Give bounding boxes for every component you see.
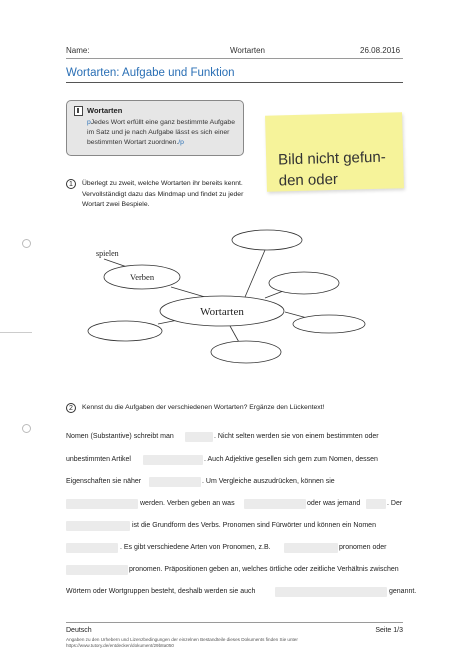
cloze-text-12: pronomen oder bbox=[339, 544, 387, 551]
cloze-text-8: oder was jemand bbox=[307, 500, 361, 507]
cloze-blank[interactable] bbox=[149, 477, 201, 487]
image-placeholder-text: Bild nicht gefun- den oder bbox=[277, 148, 386, 190]
info-box bbox=[66, 100, 244, 156]
cloze-blank[interactable] bbox=[275, 587, 387, 597]
cloze-text-5: Eigenschaften sie näher bbox=[66, 478, 142, 485]
cloze-text-11: . Es gibt verschiedene Arten von Pronomen, z.B. bbox=[120, 544, 271, 551]
cloze-blank[interactable] bbox=[66, 543, 118, 553]
header-divider bbox=[66, 58, 403, 59]
cloze-text-9: . Der bbox=[387, 500, 403, 507]
mindmap-connector bbox=[245, 250, 265, 297]
header-date: 26.08.2016 bbox=[360, 46, 401, 55]
footer-divider bbox=[66, 622, 403, 623]
info-box-heading: Wortarten bbox=[87, 106, 123, 115]
punch-hole-bottom bbox=[22, 424, 31, 433]
header-name-label: Name: bbox=[66, 46, 90, 55]
cloze-text-14: Wörtern oder Wortgruppen besteht, deshalb werden sie auch bbox=[66, 588, 256, 595]
cloze-text-7: werden. Verben geben an was bbox=[140, 500, 235, 507]
tag-close: /p bbox=[178, 139, 184, 146]
cloze-text-6: . Um Vergleiche auszudrücken, können sie bbox=[202, 478, 335, 485]
cloze-blank[interactable] bbox=[244, 499, 306, 509]
task-1-text: Überlegt zu zweit, welche Wortarten ihr bereits kennt. Vervollständigt dazu das Mindmap und findet zu jeder Wortart zwei Bespiele. bbox=[82, 180, 244, 208]
image-placeholder-note bbox=[265, 112, 404, 192]
cloze-text-3: unbestimmten Artikel bbox=[66, 456, 131, 463]
mindmap-empty-bubble[interactable] bbox=[211, 341, 281, 363]
punch-hole-top bbox=[22, 239, 31, 248]
footer-url[interactable]: https://www.tutory.de/entdecken/dokument/29b8a050 bbox=[66, 643, 174, 648]
fold-mark bbox=[0, 332, 32, 333]
cloze-text-4: . Auch Adjektive gesellen sich gern zum Nomen, dessen bbox=[204, 456, 378, 463]
header-topic: Wortarten bbox=[230, 46, 265, 55]
task-2-number: 2 bbox=[66, 403, 76, 413]
footer-license: Angaben zu den Urhebern und Lizenzbedingungen der einzelnen Bestandteile dieses Dokuments finden Sie unter bbox=[66, 637, 298, 642]
footer-page: Seite 1/3 bbox=[375, 627, 403, 634]
cloze-blank[interactable] bbox=[66, 521, 130, 531]
cloze-blank[interactable] bbox=[185, 432, 213, 442]
cloze-text-2: . Nicht selten werden sie von einem bestimmten oder bbox=[214, 433, 379, 440]
mindmap bbox=[60, 222, 410, 372]
cloze-text-13: pronomen. Präpositionen geben an, welches örtliche oder zeitliche Verhältnis zwischen bbox=[129, 566, 399, 573]
mindmap-empty-bubble[interactable] bbox=[232, 230, 302, 250]
cloze-text-1: Nomen (Substantive) schreibt man bbox=[66, 433, 174, 440]
task-2-text: Kennst du die Aufgaben der verschiedenen Wortarten? Ergänze den Lückentext! bbox=[82, 404, 325, 411]
cloze-text-10: ist die Grundform des Verbs. Pronomen sind Fürwörter und können ein Nomen bbox=[132, 522, 376, 529]
mindmap-center-label: Wortarten bbox=[200, 306, 244, 318]
cloze-text-15: genannt. bbox=[389, 588, 417, 595]
page-title: Wortarten: Aufgabe und Funktion bbox=[66, 67, 235, 79]
task-1-number: 1 bbox=[66, 179, 76, 189]
mindmap-empty-bubble[interactable] bbox=[293, 315, 365, 333]
info-box-text bbox=[87, 118, 241, 148]
cloze-blank[interactable] bbox=[66, 499, 138, 509]
cloze-blank[interactable] bbox=[143, 455, 203, 465]
mindmap-empty-bubble[interactable] bbox=[88, 321, 162, 341]
book-icon bbox=[74, 106, 83, 116]
tag-open: p bbox=[87, 119, 91, 126]
cloze-blank[interactable] bbox=[284, 543, 338, 553]
title-divider bbox=[66, 82, 403, 83]
footer-subject: Deutsch bbox=[66, 627, 92, 634]
cloze-blank[interactable] bbox=[66, 565, 128, 575]
mindmap-empty-bubble[interactable] bbox=[269, 272, 339, 294]
mindmap-example-label: spielen bbox=[96, 249, 119, 258]
mindmap-branch-label: Verben bbox=[130, 272, 155, 282]
cloze-blank[interactable] bbox=[366, 499, 386, 509]
info-box-body: Jedes Wort erfüllt eine ganz bestimmte Aufgabe im Satz und je nach Aufgabe lässt es sich einer bestimmten Wortart zuordnen. bbox=[87, 119, 235, 146]
